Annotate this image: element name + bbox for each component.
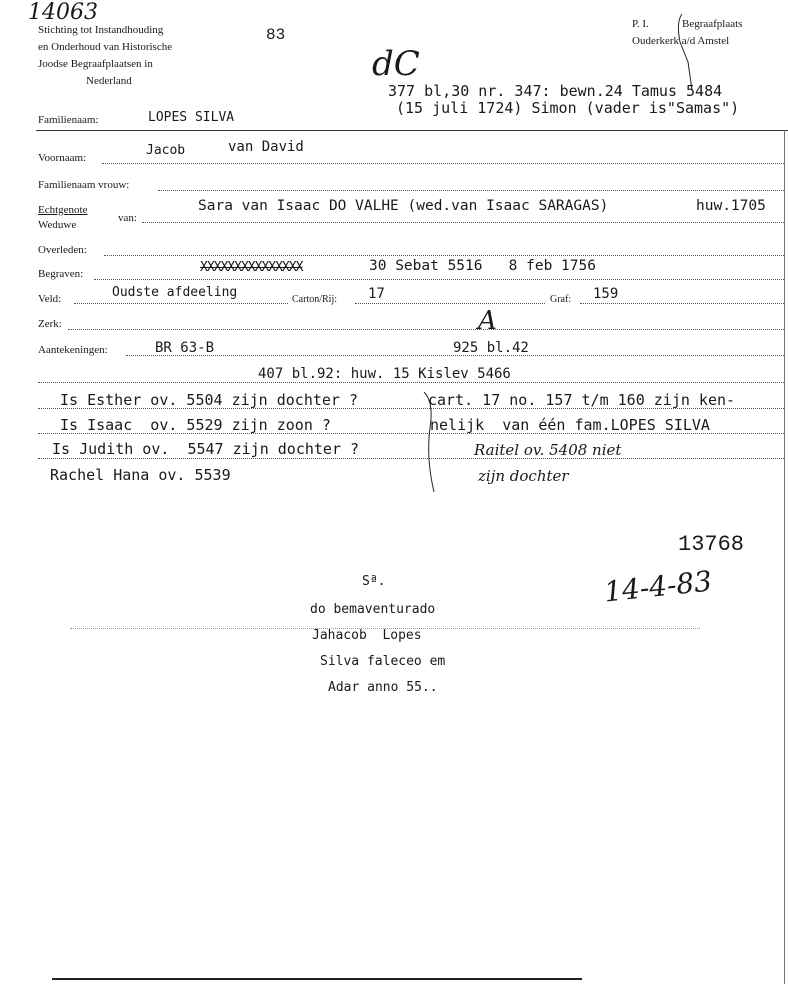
voornaam-label: Voornaam: — [38, 152, 87, 164]
note-family: nelijk van één fam.LOPES SILVA — [430, 416, 710, 434]
cemetery-label: Begraafplaats — [682, 18, 743, 30]
weduwe-label: Weduwe — [38, 219, 77, 231]
dotted-line — [104, 255, 784, 256]
right-edge-line — [784, 130, 785, 984]
dotted-line — [38, 382, 784, 383]
bracket-mark — [672, 12, 702, 92]
echtgenote-value: Sara van Isaac DO VALHE (wed.van Isaac SARAGAS) — [198, 198, 609, 214]
inscription-line-4: Silva faleceo em — [320, 654, 446, 669]
dotted-line — [158, 190, 784, 191]
dotted-line — [102, 163, 784, 164]
van-label: van: — [118, 212, 137, 224]
sheet-number: 83 — [266, 26, 286, 44]
dotted-line — [355, 303, 545, 304]
note-rachel: Rachel Hana ov. 5539 — [50, 466, 231, 484]
org-line: Joodse Begraafplaatsen in — [38, 58, 153, 70]
stamp-number: 13768 — [678, 532, 745, 557]
voornaam-value: Jacob — [146, 143, 186, 158]
voornaam-extra: van David — [228, 139, 304, 155]
aantekeningen-label: Aantekeningen: — [38, 344, 108, 356]
familienaam-value: LOPES SILVA — [148, 110, 235, 125]
handwritten-note-line-2: zijn dochter — [478, 467, 569, 485]
handwritten-date: 14-4-83 — [602, 564, 714, 609]
org-line: en Onderhoud van Historische — [38, 41, 173, 53]
familienaam-label: Familienaam: — [38, 114, 99, 126]
marriage-year: huw.1705 — [696, 198, 766, 214]
veld-label: Veld: — [38, 293, 62, 305]
bottom-edge-line — [52, 978, 582, 980]
aantekeningen-note-2: 925 bl.42 — [453, 340, 529, 356]
org-line: Stichting tot Instandhouding — [38, 24, 164, 36]
organisation-block — [38, 22, 172, 90]
dotted-line — [74, 303, 288, 304]
reference-line-2: (15 juli 1724) Simon (vader is"Samas") — [396, 99, 740, 117]
aantekeningen-note-1: BR 63-B — [155, 340, 215, 356]
veld-value: Oudste afdeeling — [112, 285, 238, 300]
inscription-line-5: Adar anno 55.. — [328, 680, 438, 695]
dotted-line — [580, 303, 784, 304]
aantekeningen-note-3: 407 bl.92: huw. 15 Kislev 5466 — [258, 366, 511, 382]
graf-label: Graf: — [550, 294, 572, 305]
graf-value: 159 — [593, 286, 619, 302]
carton-value: 17 — [368, 286, 385, 302]
inscription-line-1: Sª. — [362, 574, 386, 589]
note-isaac: Is Isaac ov. 5529 zijn zoon ? — [60, 416, 331, 434]
begraven-struck-text: XXXXXXXXXXXXXXX — [200, 260, 303, 275]
familienaam-vrouw-label: Familienaam vrouw: — [38, 179, 130, 191]
org-line: Nederland — [86, 75, 132, 87]
begraven-value: 30 Sebat 5516 8 feb 1756 — [369, 258, 596, 274]
inscription-line-2: do bemaventurado — [310, 602, 436, 617]
dotted-line — [94, 279, 784, 280]
pi-label: P. I. — [632, 18, 649, 30]
divider — [36, 130, 788, 131]
dotted-line — [142, 222, 784, 223]
note-judith: Is Judith ov. 5547 zijn dochter ? — [52, 440, 360, 458]
overleden-label: Overleden: — [38, 244, 87, 256]
handwritten-initials: dC — [372, 44, 420, 84]
zerk-value: A — [478, 306, 497, 336]
handwritten-note-line-1: Raitel ov. 5408 niet — [474, 441, 622, 459]
note-esther: Is Esther ov. 5504 zijn dochter ? — [60, 391, 359, 409]
echtgenote-label: Echtgenote — [38, 204, 88, 216]
cemetery-location: Ouderkerk a/d Amstel — [632, 35, 730, 47]
begraven-label: Begraven: — [38, 268, 84, 280]
note-cart: cart. 17 no. 157 t/m 160 zijn ken- — [428, 391, 736, 409]
dotted-line — [68, 329, 784, 330]
inscription-line-3: Jahacob Lopes — [312, 628, 422, 643]
carton-label: Carton/Rij: — [292, 294, 337, 305]
zerk-label: Zerk: — [38, 318, 62, 330]
handwritten-card-number: 14063 — [28, 0, 98, 25]
reference-line-1: 377 bl,30 nr. 347: bewn.24 Tamus 5484 — [388, 82, 723, 100]
